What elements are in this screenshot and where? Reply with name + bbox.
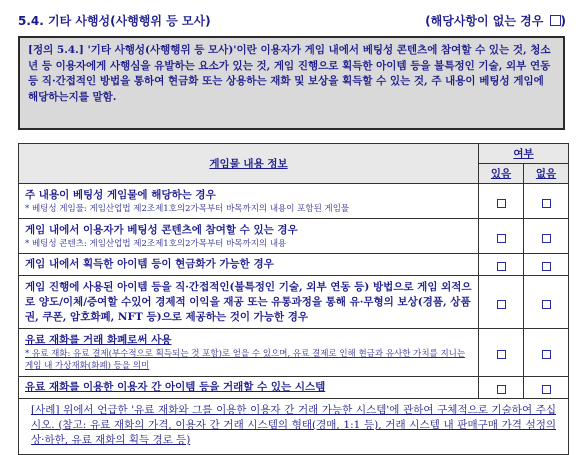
example-row xyxy=(19,399,569,455)
no-checkbox[interactable] xyxy=(542,262,551,271)
no-checkbox[interactable] xyxy=(542,199,551,208)
table-row xyxy=(19,329,569,377)
yes-checkbox[interactable] xyxy=(497,350,506,359)
section-title: 5.4. 기타 사행성(사행행위 등 모사) xyxy=(18,14,211,28)
row-title: 유료 재화를 거래 화폐로써 사용 xyxy=(25,334,172,346)
no-checkbox[interactable] xyxy=(542,350,551,359)
yes-checkbox[interactable] xyxy=(497,234,506,243)
row-note: * 유료 재화: 유료 결제(부수적으로 획득되는 것 포함)로 얻을 수 있으며, 유료 결제로 인해 현금과 유사한 가치를 지니는 게임 내 가상재화(화폐) 등을 의미 xyxy=(25,349,466,371)
row-title: 게임 내에서 획득한 아이템 등이 현금화가 가능한 경우 xyxy=(25,258,274,270)
table-row xyxy=(19,219,569,254)
row-note: * 베팅성 게임물: 게임산업법 제2조제1호의2가목부터 바목까지의 내용이 포함된 게임물 xyxy=(25,203,350,214)
no-checkbox[interactable] xyxy=(542,300,551,309)
row-title: 주 내용이 베팅성 게임물에 해당하는 경우 xyxy=(25,188,216,201)
not-applicable-label: (해당사항이 없는 경우 xyxy=(425,14,544,28)
row-note: * 베팅성 콘텐츠: 게임산업법 제2조제1호의2가목부터 바목까지의 내용 xyxy=(25,238,287,249)
row-title: 유료 재화를 이용한 이용자 간 아이템 등을 거래할 수 있는 시스템 xyxy=(25,381,326,393)
section-header xyxy=(18,10,566,30)
header-no: 없음 xyxy=(524,164,569,184)
not-applicable-checkbox[interactable] xyxy=(550,15,561,26)
table-row xyxy=(19,254,569,276)
yes-checkbox[interactable] xyxy=(497,385,506,394)
yes-checkbox[interactable] xyxy=(497,300,506,309)
yes-checkbox[interactable] xyxy=(497,199,506,208)
table-row xyxy=(19,276,569,329)
not-applicable-option[interactable]: (해당사항이 없는 경우 ) xyxy=(425,14,566,28)
content-info-table xyxy=(18,143,569,455)
header-whether: 여부 xyxy=(479,144,569,164)
example-text: [사례] 위에서 언급한 '유료 재화와 그를 이용한 이용자 간 거래 가능한 시스템'에 관하여 구체적으로 기술하여 주십시오. (참고: 유료 재화의 가격, 이용자 간 거래 시스템의 형태(경매, 1:1 등), 거래 시스템 내 판매구매 가격 설정의 상·하한, 유료 재화의 획득 경로 등) xyxy=(19,399,569,455)
no-checkbox[interactable] xyxy=(542,385,551,394)
header-yes: 있음 xyxy=(479,164,524,184)
no-checkbox[interactable] xyxy=(542,234,551,243)
yes-checkbox[interactable] xyxy=(497,262,506,271)
table-row xyxy=(19,377,569,399)
table-row xyxy=(19,184,569,219)
header-content-info: 게임물 내용 정보 xyxy=(19,144,479,184)
row-title: 게임 진행에 사용된 아이템 등을 직·간접적인(불특정인 기술, 외부 연동 등) 방법으로 게임 외적으로 양도/이체/증여할 수있어 경제적 이익을 재공 또는 유통과정을 통해 유·무형의 보상(경품, 상품권, 쿠폰, 암호화폐, NFT 등)으로 제공하는 것이 가능한 경우 xyxy=(25,280,472,323)
row-title: 게임 내에서 이용자가 베팅성 콘텐츠에 참여할 수 있는 경우 xyxy=(25,223,298,236)
definition-box: [정의 5.4.] '기타 사행성(사행행위 등 모사)'이란 이용자가 게임 내에서 베팅성 콘텐츠에 참여할 수 있는 것, 청소년 등 이용자에게 사행심을 유발하는 요소가 있는 것, 게임 진행으로 획득한 아이템 등을 불특정인 기술, 외부 연동 등 직·간접적인 방법을 통하여 현금화 또는 상용하는 재화 및 보상을 획득할 수 있는 것, 주 내용이 베팅성 게임에 해당하는지를 말함. xyxy=(18,36,565,130)
